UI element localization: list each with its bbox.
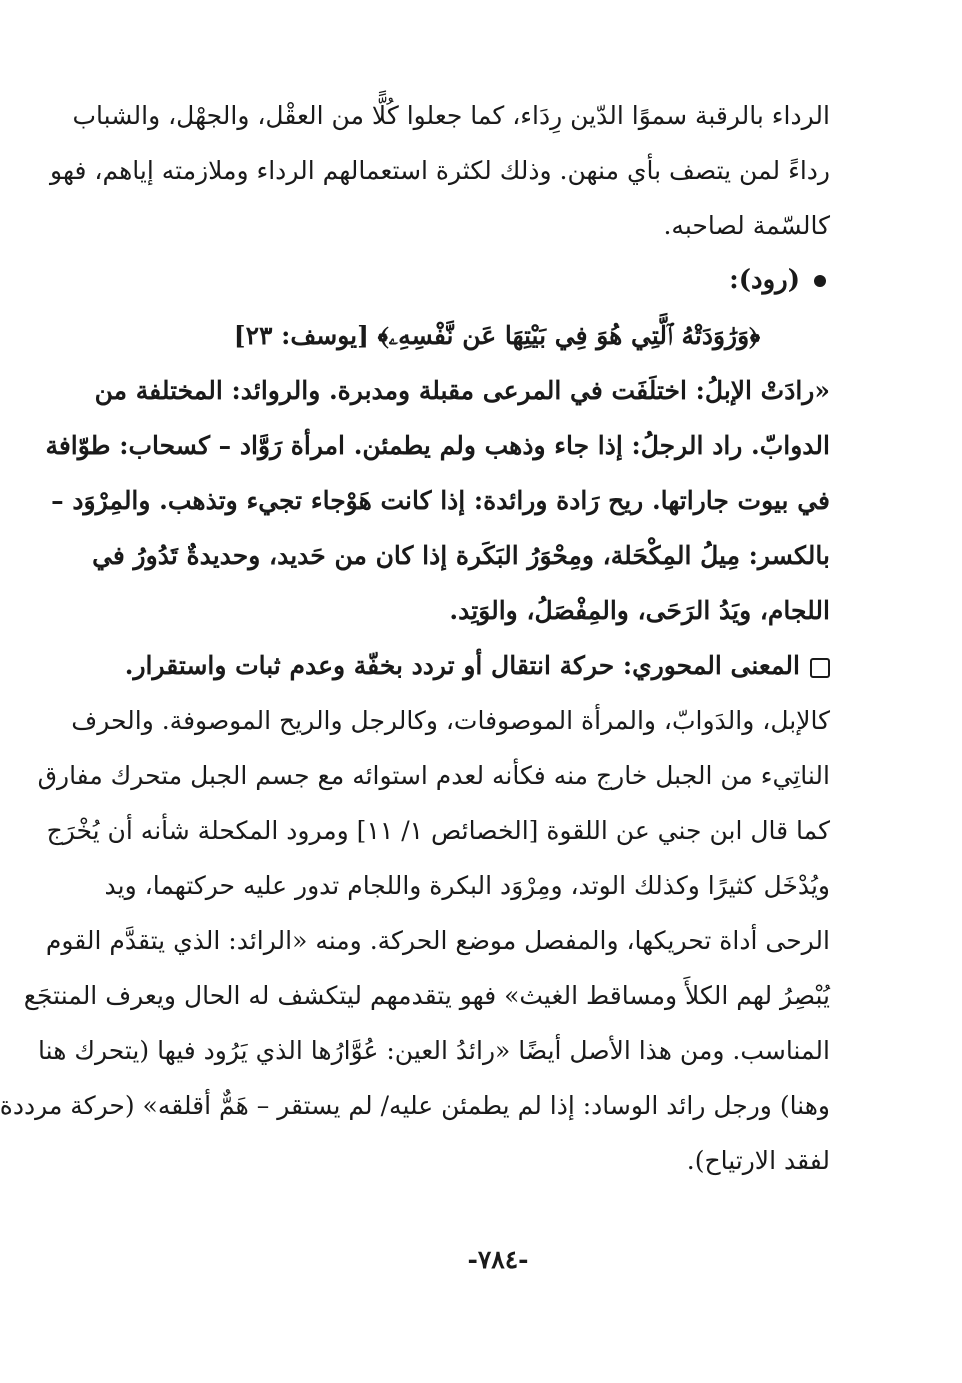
text-line: لفقد الارتياح). bbox=[686, 1146, 830, 1175]
text-line: اللجام، ويَدُ الرَحَى، والمِفْصَلُ، والوَتِد. bbox=[449, 596, 830, 625]
page-body bbox=[0, 88, 830, 1188]
text-line: الدوابّ. راد الرجلُ: إذا جاء وذهب ولم يطمئن. امرأة رَوَّاد – كسحاب: طوّافة bbox=[45, 431, 830, 460]
text-line: رداءً لمن يتصف بأي منهن. وذلك لكثرة استعمالهم الرداء وملازمته إياهم، فهو bbox=[50, 156, 830, 185]
entry-heading bbox=[164, 253, 830, 308]
text-line: الرحى أداة تحريكها، والمفصل موضع الحركة. ومنه «الرائد: الذي يتقدَّم القوم bbox=[45, 926, 830, 955]
bullet-icon bbox=[814, 275, 826, 287]
text-line: في بيوت جاراتها. ريح رَادة ورائدة: إذا كانت هَوْجاء تجيء وتذهب. والمِرْوَد – bbox=[51, 486, 830, 515]
text-line: وهنا) ورجل رائد الوساد: إذا لم يطمئن عليه/ لم يستقر – هَمٌّ أقلقه» (حركة مرددة bbox=[0, 1091, 830, 1120]
text-line: الناتِيء من الجبل خارج منه فكأنه لعدم استوائه مع جسم الجبل متحرك مفارق bbox=[37, 761, 830, 790]
text-line: بالكسر: مِيلُ المِكْحَلة، ومِحْوَرُ البَكَرة إذا كان من حَديد، وحديدةٌ تَدُورُ في bbox=[92, 541, 830, 570]
text-line: المناسب. ومن هذا الأصل أيضًا «رائدُ العين: عُوَّارُها الذي يَرُود فيها (يتحرك هنا bbox=[38, 1036, 830, 1065]
verse-quote: ﴿وَرَٰوَدَتْهُ ٱلَّتِي هُوَ فِي بَيْتِهَا عَن نَّفْسِهِۦ﴾ [يوسف: ٢٣] bbox=[233, 321, 761, 350]
text-line: يُبْصِرُ لهم الكلأَ ومساقط الغيث» فهو يتقدمهم ليتكشف له الحال ويعرف المنتجَع bbox=[23, 981, 830, 1010]
paragraph-core-meaning bbox=[0, 638, 830, 1188]
text-line: كما قال ابن جني عن اللقوة [الخصائص ١/ ١١] ومرود المكحلة شأنه أن يُخْرَج bbox=[46, 816, 830, 845]
text-line: كالإبل، والدَوابّ، والمرأة الموصوفات، وكالرجل والريح الموصوفة. والحرف bbox=[71, 706, 830, 735]
core-meaning-line bbox=[124, 638, 830, 693]
text-line: ويُدْخَل كثيرًا وكذلك الوتد، ومِرْوَد البكرة واللجام تدور عليه حركتهما، ويد bbox=[104, 871, 830, 900]
core-meaning-text: المعنى المحوري: حركة انتقال أو تردد بخفّة وعدم ثبات واستقرار. bbox=[124, 651, 800, 680]
entry-heading-text: (رود): bbox=[729, 265, 800, 295]
text-line: «رادَتْ الإبلُ: اختلَفَت في المرعى مقبلة ومدبرة. والروائد: المختلفة من bbox=[94, 376, 830, 405]
text-line: الرداء بالرقبة سموًا الدّين رِدَاء، كما جعلوا كُلًّا من العقْل، والجهْل، والشباب bbox=[72, 101, 830, 130]
text-line: كالسّمة لصاحبه. bbox=[663, 211, 830, 240]
page-number: -٧٨٤- bbox=[467, 1245, 529, 1274]
paragraph-lexicon bbox=[45, 363, 830, 638]
square-icon bbox=[810, 658, 830, 678]
paragraph-1 bbox=[50, 88, 830, 253]
